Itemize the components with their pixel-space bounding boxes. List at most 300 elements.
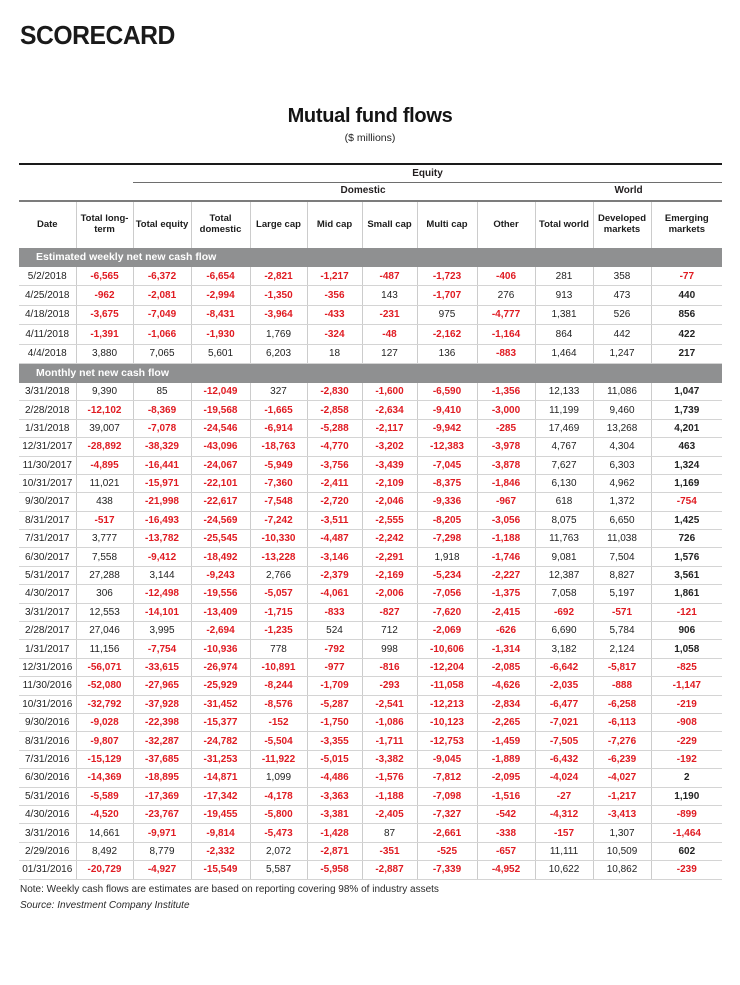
value-cell: -2,046 bbox=[362, 493, 417, 511]
value-cell: -2,634 bbox=[362, 401, 417, 419]
value-cell: 1,425 bbox=[651, 511, 722, 529]
table-row bbox=[19, 640, 722, 658]
value-cell: -7,754 bbox=[133, 640, 191, 658]
value-cell: 10,862 bbox=[593, 861, 651, 879]
value-cell: 7,627 bbox=[535, 456, 593, 474]
value-cell: -5,817 bbox=[593, 658, 651, 676]
value-cell: -25,545 bbox=[191, 530, 250, 548]
value-cell: 4,962 bbox=[593, 474, 651, 492]
column-header-total-domestic: Total domestic bbox=[191, 201, 250, 248]
value-cell: -2,069 bbox=[417, 622, 477, 640]
date-cell: 4/30/2016 bbox=[19, 805, 76, 823]
value-cell: 2,124 bbox=[593, 640, 651, 658]
value-cell: -293 bbox=[362, 677, 417, 695]
value-cell: -1,707 bbox=[417, 286, 477, 305]
value-cell: 3,561 bbox=[651, 566, 722, 584]
value-cell: -1,235 bbox=[250, 622, 307, 640]
table-row bbox=[19, 493, 722, 511]
value-cell: 11,086 bbox=[593, 383, 651, 401]
value-cell: 442 bbox=[593, 325, 651, 344]
value-cell: -157 bbox=[535, 824, 593, 842]
value-cell: -1,464 bbox=[651, 824, 722, 842]
group-spacer bbox=[133, 183, 191, 202]
value-cell: -977 bbox=[307, 658, 362, 676]
chart-units-subtitle: ($ millions) bbox=[344, 132, 396, 144]
value-cell: -1,314 bbox=[477, 640, 535, 658]
value-cell: -25,929 bbox=[191, 677, 250, 695]
value-cell: -571 bbox=[593, 603, 651, 621]
chart-title: Mutual fund flows bbox=[287, 105, 453, 127]
group-spacer bbox=[19, 164, 133, 183]
value-cell: -2,555 bbox=[362, 511, 417, 529]
value-cell: -5,057 bbox=[250, 585, 307, 603]
value-cell: -22,101 bbox=[191, 474, 250, 492]
table-row bbox=[19, 530, 722, 548]
value-cell: -2,227 bbox=[477, 566, 535, 584]
value-cell: 11,156 bbox=[76, 640, 133, 658]
value-cell: 12,553 bbox=[76, 603, 133, 621]
value-cell: 2,072 bbox=[250, 842, 307, 860]
value-cell: -9,410 bbox=[417, 401, 477, 419]
value-cell: -883 bbox=[477, 344, 535, 363]
value-cell: 85 bbox=[133, 383, 191, 401]
value-cell: -3,355 bbox=[307, 732, 362, 750]
value-cell: -9,028 bbox=[76, 713, 133, 731]
value-cell: 281 bbox=[535, 267, 593, 286]
value-cell: 217 bbox=[651, 344, 722, 363]
value-cell: -5,504 bbox=[250, 732, 307, 750]
value-cell: -43,096 bbox=[191, 438, 250, 456]
value-cell: -2,887 bbox=[362, 861, 417, 879]
value-cell: -3,202 bbox=[362, 438, 417, 456]
date-cell: 1/31/2018 bbox=[19, 419, 76, 437]
date-cell: 5/31/2016 bbox=[19, 787, 76, 805]
value-cell: -4,178 bbox=[250, 787, 307, 805]
value-cell: -16,493 bbox=[133, 511, 191, 529]
date-cell: 7/31/2017 bbox=[19, 530, 76, 548]
value-cell: -12,049 bbox=[191, 383, 250, 401]
value-cell: -1,391 bbox=[76, 325, 133, 344]
date-cell: 4/30/2017 bbox=[19, 585, 76, 603]
value-cell: -5,589 bbox=[76, 787, 133, 805]
value-cell: -2,415 bbox=[477, 603, 535, 621]
table-row bbox=[19, 566, 722, 584]
column-group-domestic: Domestic bbox=[191, 183, 535, 202]
table-row bbox=[19, 438, 722, 456]
value-cell: -14,101 bbox=[133, 603, 191, 621]
value-cell: -3,511 bbox=[307, 511, 362, 529]
value-cell: 136 bbox=[417, 344, 477, 363]
value-cell: -8,375 bbox=[417, 474, 477, 492]
value-cell: -2,117 bbox=[362, 419, 417, 437]
value-cell: -37,685 bbox=[133, 750, 191, 768]
date-cell: 12/31/2017 bbox=[19, 438, 76, 456]
value-cell: 11,111 bbox=[535, 842, 593, 860]
value-cell: -1,356 bbox=[477, 383, 535, 401]
value-cell: -406 bbox=[477, 267, 535, 286]
value-cell: 4,201 bbox=[651, 419, 722, 437]
value-cell: -4,486 bbox=[307, 769, 362, 787]
mutual-fund-flows-table-wrap bbox=[19, 163, 722, 880]
value-cell: -4,061 bbox=[307, 585, 362, 603]
value-cell: 5,601 bbox=[191, 344, 250, 363]
table-row bbox=[19, 732, 722, 750]
value-cell: -18,895 bbox=[133, 769, 191, 787]
value-cell: -22,398 bbox=[133, 713, 191, 731]
value-cell: -12,213 bbox=[417, 695, 477, 713]
value-cell: -6,590 bbox=[417, 383, 477, 401]
group-row-domestic-world bbox=[19, 183, 722, 202]
value-cell: -7,812 bbox=[417, 769, 477, 787]
value-cell: -899 bbox=[651, 805, 722, 823]
value-cell: 8,779 bbox=[133, 842, 191, 860]
value-cell: -7,021 bbox=[535, 713, 593, 731]
value-cell: -12,383 bbox=[417, 438, 477, 456]
date-cell: 10/31/2017 bbox=[19, 474, 76, 492]
value-cell: -9,412 bbox=[133, 548, 191, 566]
value-cell: -1,428 bbox=[307, 824, 362, 842]
value-cell: -2,242 bbox=[362, 530, 417, 548]
value-cell: -10,936 bbox=[191, 640, 250, 658]
value-cell: -4,895 bbox=[76, 456, 133, 474]
value-cell: 143 bbox=[362, 286, 417, 305]
value-cell: -2,379 bbox=[307, 566, 362, 584]
page-kicker: SCORECARD bbox=[20, 20, 175, 50]
value-cell: -77 bbox=[651, 267, 722, 286]
value-cell: -7,049 bbox=[133, 305, 191, 324]
date-cell: 4/18/2018 bbox=[19, 305, 76, 324]
value-cell: -2,994 bbox=[191, 286, 250, 305]
value-cell: 39,007 bbox=[76, 419, 133, 437]
value-cell: -6,477 bbox=[535, 695, 593, 713]
table-row bbox=[19, 658, 722, 676]
table-row bbox=[19, 787, 722, 805]
table-row bbox=[19, 286, 722, 305]
value-cell: 27,046 bbox=[76, 622, 133, 640]
value-cell: -4,626 bbox=[477, 677, 535, 695]
value-cell: -692 bbox=[535, 603, 593, 621]
value-cell: -517 bbox=[76, 511, 133, 529]
value-cell: -16,441 bbox=[133, 456, 191, 474]
value-cell: 440 bbox=[651, 286, 722, 305]
column-header-mid-cap: Mid cap bbox=[307, 201, 362, 248]
value-cell: -4,027 bbox=[593, 769, 651, 787]
value-cell: -1,086 bbox=[362, 713, 417, 731]
value-cell: -3,363 bbox=[307, 787, 362, 805]
value-cell: -3,413 bbox=[593, 805, 651, 823]
value-cell: -10,123 bbox=[417, 713, 477, 731]
value-cell: -1,889 bbox=[477, 750, 535, 768]
value-cell: -2,265 bbox=[477, 713, 535, 731]
value-cell: 6,130 bbox=[535, 474, 593, 492]
value-cell: -5,473 bbox=[250, 824, 307, 842]
value-cell: -2,834 bbox=[477, 695, 535, 713]
value-cell: -12,204 bbox=[417, 658, 477, 676]
date-cell: 12/31/2016 bbox=[19, 658, 76, 676]
value-cell: 12,133 bbox=[535, 383, 593, 401]
value-cell: 4,304 bbox=[593, 438, 651, 456]
value-cell: 1,247 bbox=[593, 344, 651, 363]
table-header bbox=[19, 164, 722, 248]
value-cell: -19,455 bbox=[191, 805, 250, 823]
value-cell: 9,460 bbox=[593, 401, 651, 419]
value-cell: -3,878 bbox=[477, 456, 535, 474]
value-cell: -324 bbox=[307, 325, 362, 344]
value-cell: 906 bbox=[651, 622, 722, 640]
table-row bbox=[19, 511, 722, 529]
value-cell: -4,777 bbox=[477, 305, 535, 324]
value-cell: -15,129 bbox=[76, 750, 133, 768]
value-cell: 856 bbox=[651, 305, 722, 324]
date-cell: 1/31/2017 bbox=[19, 640, 76, 658]
value-cell: 438 bbox=[76, 493, 133, 511]
value-cell: -1,217 bbox=[307, 267, 362, 286]
value-cell: 526 bbox=[593, 305, 651, 324]
value-cell: -351 bbox=[362, 842, 417, 860]
value-cell: -1,147 bbox=[651, 677, 722, 695]
group-row-equity bbox=[19, 164, 722, 183]
value-cell: 11,199 bbox=[535, 401, 593, 419]
value-cell: -2,405 bbox=[362, 805, 417, 823]
table-body bbox=[19, 248, 722, 879]
value-cell: -239 bbox=[651, 861, 722, 879]
value-cell: 8,827 bbox=[593, 566, 651, 584]
value-cell: -28,892 bbox=[76, 438, 133, 456]
value-cell: -26,974 bbox=[191, 658, 250, 676]
table-row bbox=[19, 769, 722, 787]
column-header-other: Other bbox=[477, 201, 535, 248]
value-cell: -23,767 bbox=[133, 805, 191, 823]
value-cell: 1,464 bbox=[535, 344, 593, 363]
column-header-emerging-markets: Emerging markets bbox=[651, 201, 722, 248]
value-cell: 864 bbox=[535, 325, 593, 344]
value-cell: -2,411 bbox=[307, 474, 362, 492]
value-cell: -13,228 bbox=[250, 548, 307, 566]
table-row bbox=[19, 713, 722, 731]
value-cell: -908 bbox=[651, 713, 722, 731]
value-cell: -1,164 bbox=[477, 325, 535, 344]
table-row bbox=[19, 548, 722, 566]
value-cell: -4,024 bbox=[535, 769, 593, 787]
value-cell: -9,807 bbox=[76, 732, 133, 750]
value-cell: 1,918 bbox=[417, 548, 477, 566]
value-cell: -2,081 bbox=[133, 286, 191, 305]
value-cell: 12,387 bbox=[535, 566, 593, 584]
value-cell: -31,452 bbox=[191, 695, 250, 713]
table-row bbox=[19, 622, 722, 640]
value-cell: 778 bbox=[250, 640, 307, 658]
value-cell: -2,720 bbox=[307, 493, 362, 511]
column-header-total-world: Total world bbox=[535, 201, 593, 248]
value-cell: -19,568 bbox=[191, 401, 250, 419]
value-cell: 712 bbox=[362, 622, 417, 640]
value-cell: -3,146 bbox=[307, 548, 362, 566]
value-cell: 7,504 bbox=[593, 548, 651, 566]
column-header-large-cap: Large cap bbox=[250, 201, 307, 248]
date-cell: 6/30/2017 bbox=[19, 548, 76, 566]
date-cell: 3/31/2017 bbox=[19, 603, 76, 621]
column-header-date: Date bbox=[36, 218, 58, 230]
value-cell: 6,203 bbox=[250, 344, 307, 363]
value-cell: -657 bbox=[477, 842, 535, 860]
table-row bbox=[19, 267, 722, 286]
value-cell: -4,520 bbox=[76, 805, 133, 823]
value-cell: -14,369 bbox=[76, 769, 133, 787]
value-cell: -2,109 bbox=[362, 474, 417, 492]
value-cell: 27,288 bbox=[76, 566, 133, 584]
value-cell: 327 bbox=[250, 383, 307, 401]
value-cell: -4,770 bbox=[307, 438, 362, 456]
section-header-row bbox=[19, 248, 722, 267]
value-cell: -2,661 bbox=[417, 824, 477, 842]
date-cell: 2/28/2018 bbox=[19, 401, 76, 419]
value-cell: 9,390 bbox=[76, 383, 133, 401]
date-cell: 5/2/2018 bbox=[19, 267, 76, 286]
value-cell: -2,169 bbox=[362, 566, 417, 584]
value-cell: 1,307 bbox=[593, 824, 651, 842]
value-cell: -27,965 bbox=[133, 677, 191, 695]
table-row bbox=[19, 344, 722, 363]
value-cell: -827 bbox=[362, 603, 417, 621]
value-cell: -4,952 bbox=[477, 861, 535, 879]
value-cell: -1,665 bbox=[250, 401, 307, 419]
value-cell: -2,871 bbox=[307, 842, 362, 860]
value-cell: -5,015 bbox=[307, 750, 362, 768]
value-cell: 8,492 bbox=[76, 842, 133, 860]
value-cell: -6,113 bbox=[593, 713, 651, 731]
value-cell: -12,498 bbox=[133, 585, 191, 603]
value-cell: -6,239 bbox=[593, 750, 651, 768]
value-cell: -4,487 bbox=[307, 530, 362, 548]
value-cell: 6,650 bbox=[593, 511, 651, 529]
date-cell: 5/31/2017 bbox=[19, 566, 76, 584]
value-cell: -12,102 bbox=[76, 401, 133, 419]
value-cell: -525 bbox=[417, 842, 477, 860]
date-cell: 8/31/2017 bbox=[19, 511, 76, 529]
value-cell: -15,971 bbox=[133, 474, 191, 492]
value-cell: -2,332 bbox=[191, 842, 250, 860]
value-cell: 463 bbox=[651, 438, 722, 456]
table-row bbox=[19, 305, 722, 324]
value-cell: -2,006 bbox=[362, 585, 417, 603]
value-cell: -3,756 bbox=[307, 456, 362, 474]
value-cell: -6,654 bbox=[191, 267, 250, 286]
value-cell: 9,081 bbox=[535, 548, 593, 566]
value-cell: 13,268 bbox=[593, 419, 651, 437]
value-cell: -1,066 bbox=[133, 325, 191, 344]
value-cell: -24,569 bbox=[191, 511, 250, 529]
value-cell: -2,541 bbox=[362, 695, 417, 713]
value-cell: 127 bbox=[362, 344, 417, 363]
value-cell: -8,205 bbox=[417, 511, 477, 529]
value-cell: 1,769 bbox=[250, 325, 307, 344]
column-header-total-equity: Total equity bbox=[133, 201, 191, 248]
value-cell: -13,782 bbox=[133, 530, 191, 548]
column-group-equity: Equity bbox=[133, 164, 722, 183]
value-cell: 1,576 bbox=[651, 548, 722, 566]
column-header-multi-cap: Multi cap bbox=[417, 201, 477, 248]
value-cell: -433 bbox=[307, 305, 362, 324]
value-cell: 5,197 bbox=[593, 585, 651, 603]
value-cell: -10,891 bbox=[250, 658, 307, 676]
value-cell: -10,330 bbox=[250, 530, 307, 548]
group-spacer bbox=[19, 183, 133, 202]
value-cell: -6,565 bbox=[76, 267, 133, 286]
value-cell: 1,047 bbox=[651, 383, 722, 401]
value-cell: -1,715 bbox=[250, 603, 307, 621]
value-cell: 10,509 bbox=[593, 842, 651, 860]
value-cell: -833 bbox=[307, 603, 362, 621]
date-cell: 4/11/2018 bbox=[19, 325, 76, 344]
value-cell: -1,217 bbox=[593, 787, 651, 805]
date-cell: 01/31/2016 bbox=[19, 861, 76, 879]
value-cell: -229 bbox=[651, 732, 722, 750]
value-cell: 1,861 bbox=[651, 585, 722, 603]
value-cell: -219 bbox=[651, 695, 722, 713]
value-cell: 726 bbox=[651, 530, 722, 548]
value-cell: -8,244 bbox=[250, 677, 307, 695]
value-cell: -6,914 bbox=[250, 419, 307, 437]
value-cell: 11,038 bbox=[593, 530, 651, 548]
value-cell: -6,642 bbox=[535, 658, 593, 676]
value-cell: 7,558 bbox=[76, 548, 133, 566]
value-cell: -12,753 bbox=[417, 732, 477, 750]
value-cell: -816 bbox=[362, 658, 417, 676]
value-cell: -4,927 bbox=[133, 861, 191, 879]
value-cell: -18,763 bbox=[250, 438, 307, 456]
value-cell: -1,723 bbox=[417, 267, 477, 286]
value-cell: -6,432 bbox=[535, 750, 593, 768]
value-cell: 618 bbox=[535, 493, 593, 511]
value-cell: -3,382 bbox=[362, 750, 417, 768]
value-cell: -542 bbox=[477, 805, 535, 823]
value-cell: 11,021 bbox=[76, 474, 133, 492]
value-cell: -5,800 bbox=[250, 805, 307, 823]
value-cell: -1,188 bbox=[362, 787, 417, 805]
table-row bbox=[19, 861, 722, 879]
value-cell: -9,971 bbox=[133, 824, 191, 842]
value-cell: 6,690 bbox=[535, 622, 593, 640]
value-cell: -6,258 bbox=[593, 695, 651, 713]
value-cell: -15,549 bbox=[191, 861, 250, 879]
date-cell: 2/28/2017 bbox=[19, 622, 76, 640]
value-cell: -3,439 bbox=[362, 456, 417, 474]
value-cell: 14,661 bbox=[76, 824, 133, 842]
value-cell: -1,375 bbox=[477, 585, 535, 603]
value-cell: -2,085 bbox=[477, 658, 535, 676]
date-cell: 3/31/2016 bbox=[19, 824, 76, 842]
value-cell: 3,182 bbox=[535, 640, 593, 658]
value-cell: -3,056 bbox=[477, 511, 535, 529]
value-cell: -7,056 bbox=[417, 585, 477, 603]
value-cell: -48 bbox=[362, 325, 417, 344]
value-cell: 1,381 bbox=[535, 305, 593, 324]
value-cell: -1,846 bbox=[477, 474, 535, 492]
value-cell: -9,814 bbox=[191, 824, 250, 842]
value-cell: -2,035 bbox=[535, 677, 593, 695]
date-cell: 4/4/2018 bbox=[19, 344, 76, 363]
value-cell: -1,711 bbox=[362, 732, 417, 750]
value-cell: -2,162 bbox=[417, 325, 477, 344]
table-row bbox=[19, 750, 722, 768]
date-cell: 2/29/2016 bbox=[19, 842, 76, 860]
value-cell: 975 bbox=[417, 305, 477, 324]
value-cell: -3,978 bbox=[477, 438, 535, 456]
value-cell: -3,964 bbox=[250, 305, 307, 324]
value-cell: 3,777 bbox=[76, 530, 133, 548]
date-cell: 9/30/2017 bbox=[19, 493, 76, 511]
mutual-fund-flows-table bbox=[19, 163, 722, 880]
